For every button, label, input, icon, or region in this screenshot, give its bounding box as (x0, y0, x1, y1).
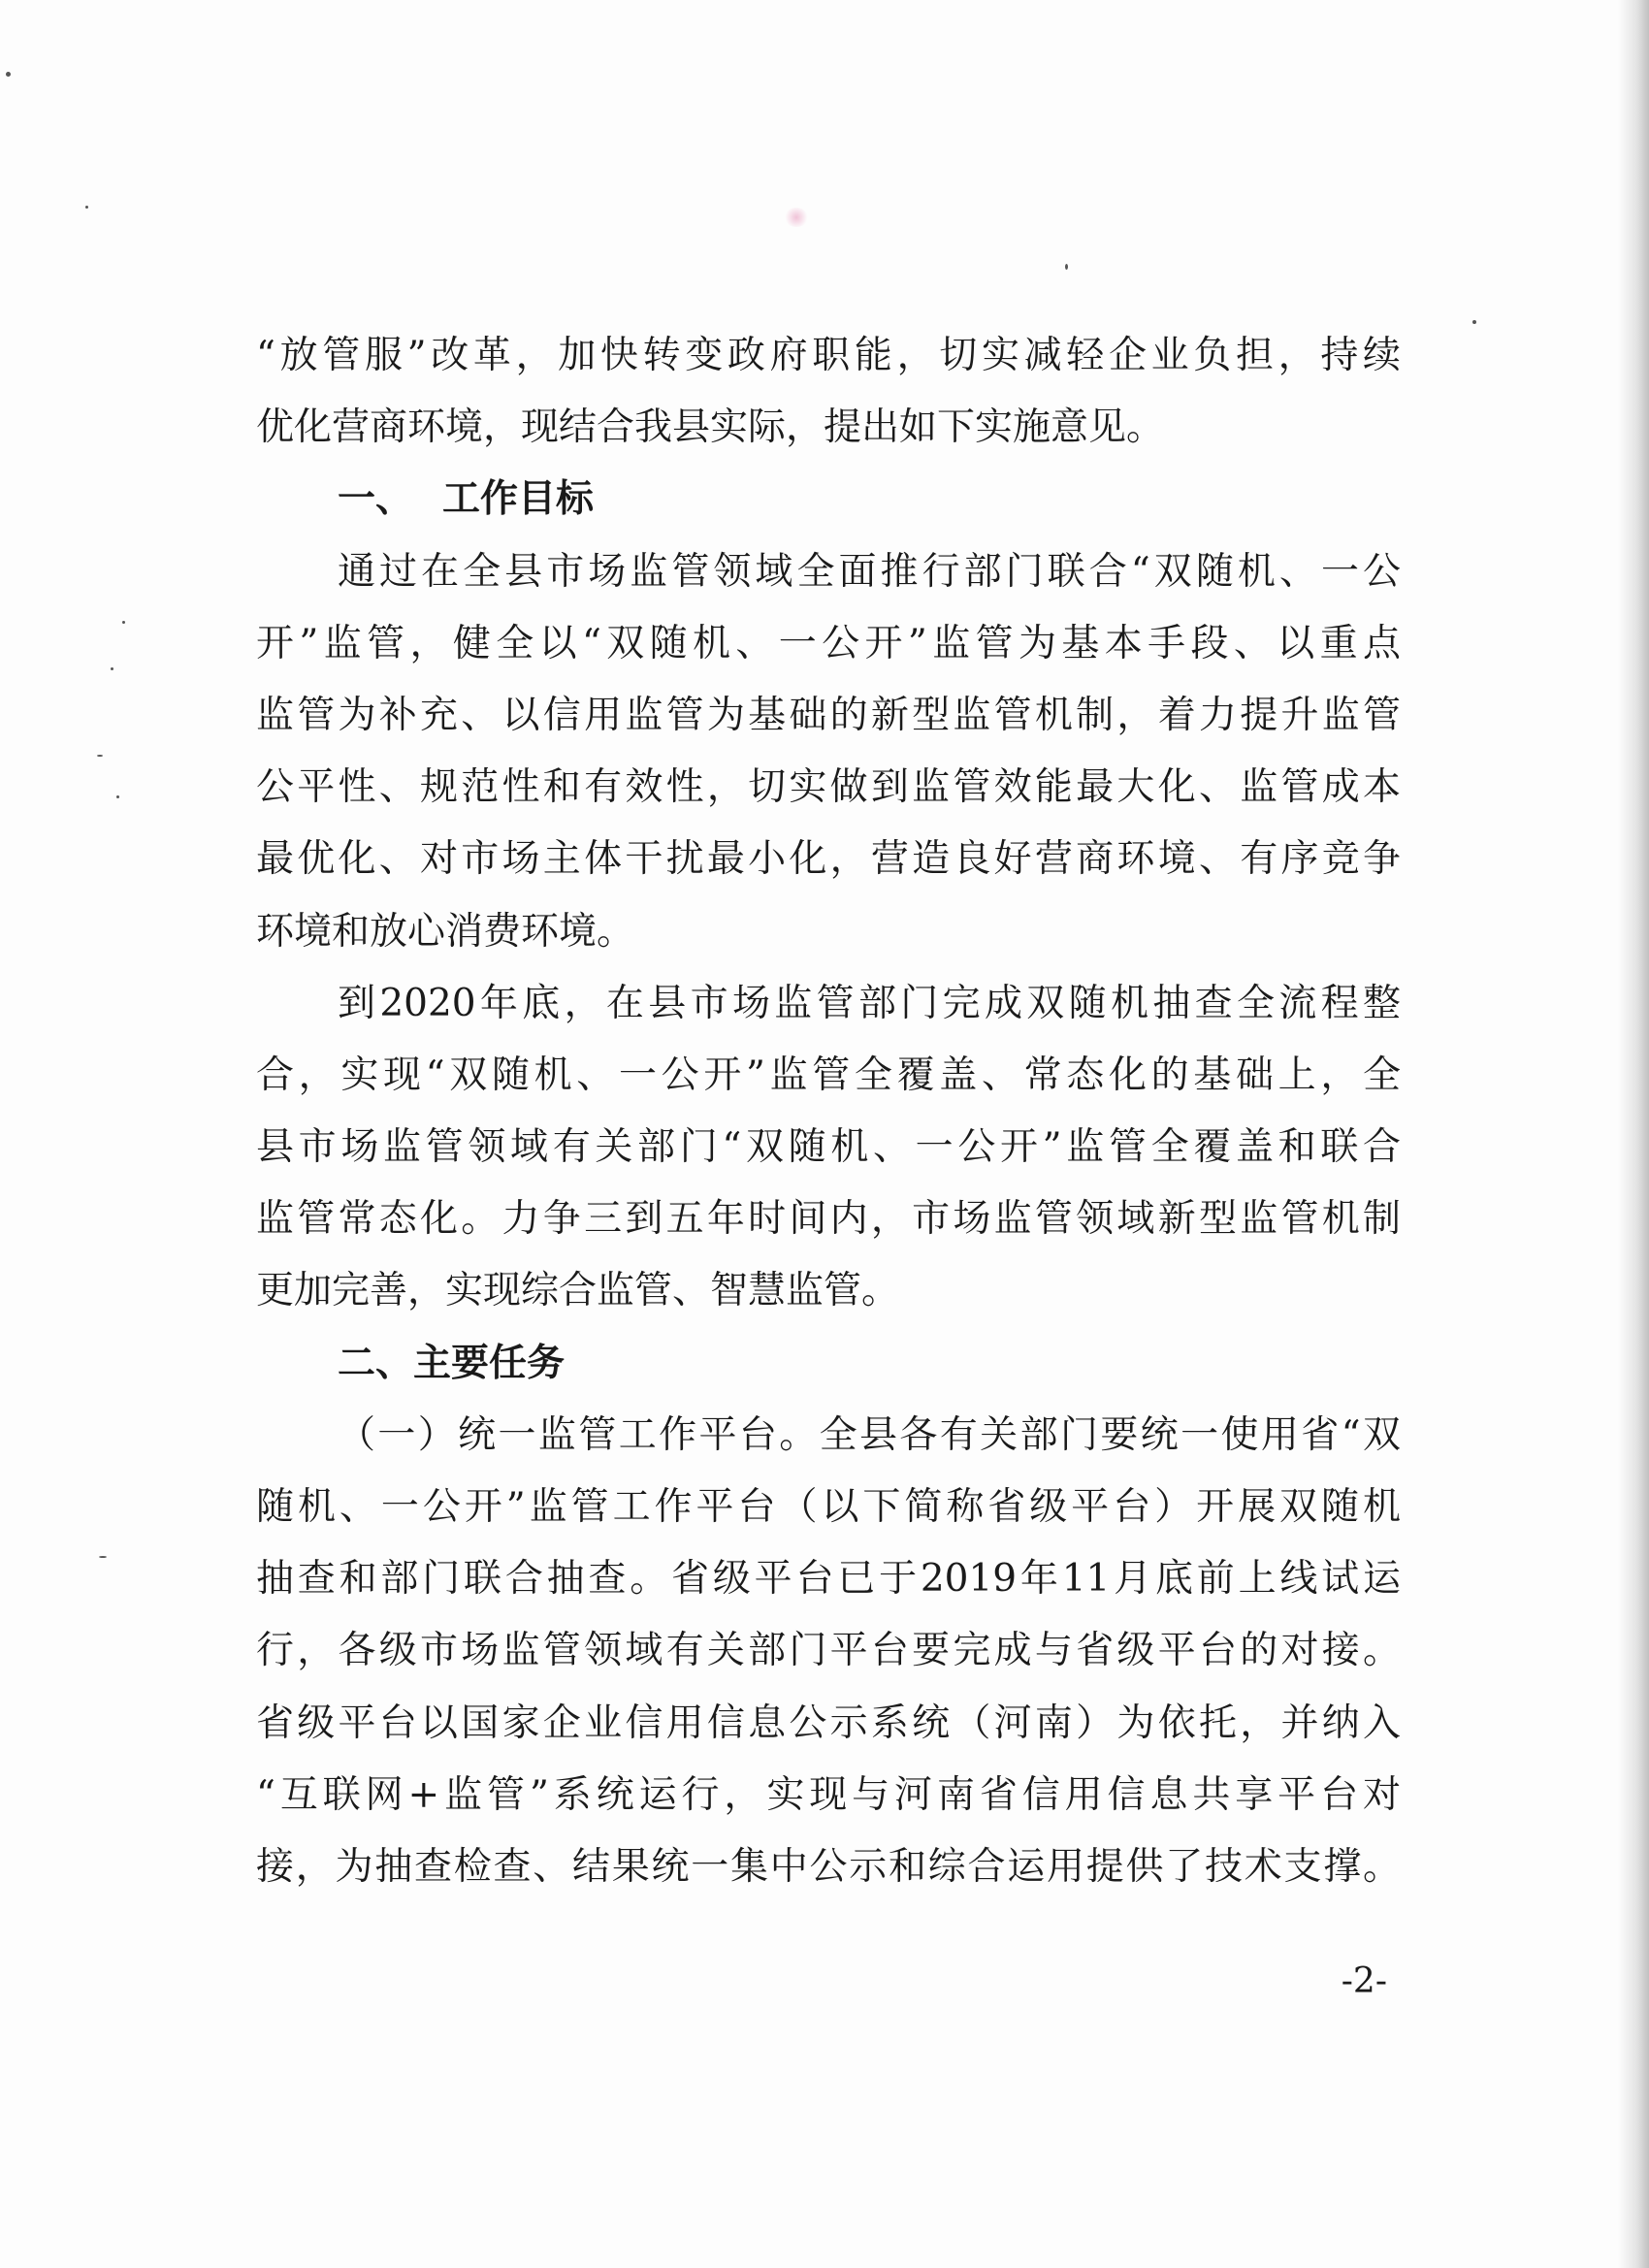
text-line: 省级平台以国家企业信用信息公示系统（河南）为依托，并纳入 (256, 1701, 1401, 1745)
scan-speck (111, 667, 113, 670)
text-line: （一）统一监管工作平台。全县各有关部门要统一使用省“双 (338, 1412, 1401, 1457)
text-line: 通过在全县市场监管领域全面推行部门联合“双随机、一公 (338, 549, 1401, 594)
scan-speck (6, 72, 11, 77)
text-line: 监管常态化。力争三到五年时间内，市场监管领域新型监管机制 (256, 1197, 1401, 1242)
scan-edge-shadow (1618, 0, 1649, 2268)
text-line: 优化营商环境，现结合我县实际，提出如下实施意见。 (256, 405, 1165, 450)
scan-speck (1065, 264, 1068, 270)
text-line: 县市场监管领域有关部门“双随机、一公开”监管全覆盖和联合 (256, 1125, 1401, 1170)
text-line: 更加完善，实现综合监管、智慧监管。 (256, 1269, 900, 1313)
text-line: 环境和放心消费环境。 (256, 909, 635, 954)
page-number: -2- (1341, 1961, 1387, 2001)
text-line: 最优化、对市场主体干扰最小化，营造良好营商环境、有序竞争 (256, 837, 1401, 882)
text-line: 抽查和部门联合抽查。省级平台已于2019年11月底前上线试运 (256, 1557, 1401, 1602)
text-line: “放管服”改革，加快转变政府职能，切实减轻企业负担，持续 (256, 334, 1401, 377)
scan-speck (116, 795, 119, 798)
section-heading-1 (256, 464, 1401, 535)
text-line: 随机、一公开”监管工作平台（以下简称省级平台）开展双随机 (256, 1485, 1401, 1529)
text-line: 开”监管，健全以“双随机、一公开”监管为基本手段、以重点 (256, 621, 1401, 665)
text-line: 监管为补充、以信用监管为基础的新型监管机制，着力提升监管 (256, 693, 1401, 737)
section-heading-2: 二、主要任务 (338, 1341, 566, 1385)
scan-speck (99, 1556, 107, 1558)
scan-speck (85, 206, 88, 209)
text-line: 合，实现“双随机、一公开”监管全覆盖、常态化的基础上，全 (256, 1053, 1401, 1097)
text-line: 公平性、规范性和有效性，切实做到监管效能最大化、监管成本 (256, 765, 1401, 810)
scan-speck (97, 755, 103, 757)
text-line: 到2020年底，在县市场监管部门完成双随机抽查全流程整 (338, 981, 1401, 1025)
scan-speck (1472, 320, 1476, 324)
section-title: 工作目标 (442, 477, 595, 522)
section-number: 一、 (338, 477, 414, 522)
text-line: 接，为抽查检查、结果统一集中公示和综合运用提供了技术支撑。 (256, 1844, 1401, 1889)
text-line: 行，各级市场监管领域有关部门平台要完成与省级平台的对接。 (256, 1629, 1401, 1673)
scan-stain (784, 208, 809, 227)
text-line: “互联网+监管”系统运行，实现与河南省信用信息共享平台对 (256, 1772, 1401, 1817)
scan-speck (122, 621, 125, 624)
body-text (256, 320, 1401, 1903)
